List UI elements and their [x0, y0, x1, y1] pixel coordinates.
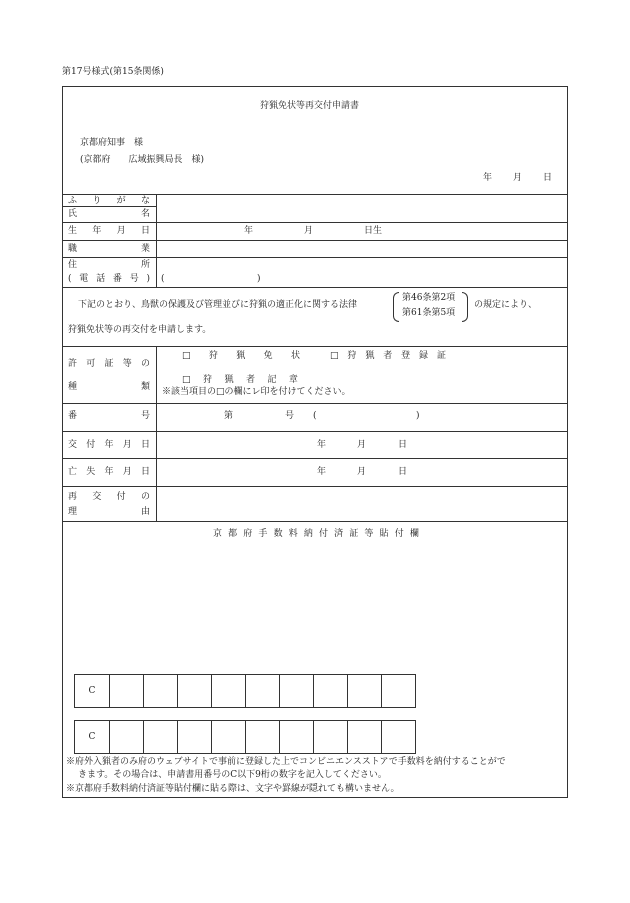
phone-paren-close: ) — [257, 274, 261, 284]
birthdate-day: 日生 — [364, 226, 383, 236]
note-line-3: ※京都府手数料納付済証等貼付欄に貼る際は、文字や罫線が隠れても構いません。 — [66, 784, 400, 794]
code-prefix-cell: C — [88, 732, 96, 742]
issue-day: 日 — [398, 440, 408, 450]
code-cell[interactable] — [143, 721, 177, 753]
code-cell[interactable] — [245, 721, 279, 753]
rule — [62, 257, 568, 258]
code-cell[interactable] — [177, 721, 211, 753]
code-cells-row-1 — [74, 674, 416, 708]
column-divider — [156, 194, 157, 287]
birthdate-month: 月 — [304, 226, 314, 236]
label-occupation: 職 業 — [68, 244, 150, 254]
statement-text: 下記のとおり、鳥獣の保護及び管理並びに狩猟の適正化に関する法律 — [78, 300, 358, 310]
code-cell[interactable] — [177, 675, 211, 707]
birthdate-year: 年 — [244, 226, 254, 236]
date-year-label: 年 — [483, 173, 493, 183]
code-cell[interactable] — [279, 721, 313, 753]
label-reason-2: 理 由 — [68, 507, 150, 517]
date-month-label: 月 — [513, 173, 523, 183]
code-cell[interactable] — [143, 675, 177, 707]
label-name: 氏 名 — [68, 209, 150, 219]
permit-note: ※該当項目の□の欄にレ印を付けてください。 — [162, 387, 351, 397]
addressee-bureau: (京都府 広域振興局長 様) — [80, 155, 205, 165]
rule — [62, 346, 568, 347]
left-brace — [393, 292, 399, 322]
code-cells-row-2 — [74, 720, 416, 754]
code-cell[interactable] — [245, 675, 279, 707]
statement-suffix: の規定により、 — [474, 300, 538, 310]
rule — [62, 194, 568, 195]
rule — [62, 431, 568, 432]
label-phone: ( 電 話 番 号 ) — [68, 274, 150, 284]
option-hunter-registration[interactable]: □ 狩 猟 者 登 録 証 — [330, 351, 446, 361]
number-paren-open: ( — [313, 411, 317, 421]
rule — [62, 240, 568, 241]
rule — [62, 521, 568, 522]
issue-month: 月 — [357, 440, 367, 450]
code-cell[interactable] — [381, 675, 415, 707]
addressee-governor: 京都府知事 様 — [80, 138, 144, 148]
code-cell[interactable] — [109, 721, 143, 753]
code-prefix-cell: C — [88, 686, 96, 696]
rule — [62, 458, 568, 459]
code-cell[interactable] — [381, 721, 415, 753]
code-cell[interactable] — [313, 675, 347, 707]
article-1: 第46条第2項 — [402, 293, 456, 303]
code-cell[interactable] — [347, 721, 381, 753]
label-address: 住 所 — [68, 260, 150, 270]
code-cell[interactable] — [347, 675, 381, 707]
rule — [62, 222, 568, 223]
form-title: 狩猟免状等再交付申請書 — [260, 101, 360, 111]
label-reason: 再 交 付 の — [68, 492, 150, 502]
column-divider — [156, 346, 157, 521]
statement-line2: 狩猟免状等の再交付を申請します。 — [68, 325, 212, 335]
code-cell[interactable] — [279, 675, 313, 707]
label-loss-date: 亡 失 年 月 日 — [68, 467, 150, 477]
rule — [62, 206, 156, 207]
form-number: 第17号様式(第15条関係) — [62, 67, 164, 77]
fee-section-title: 京 都 府 手 数 料 納 付 済 証 等 貼 付 欄 — [213, 529, 419, 539]
option-hunter-badge[interactable]: □ 狩 猟 者 記 章 — [182, 375, 298, 385]
note-line-1: ※府外入猟者のみ府のウェブサイトで事前に登録した上でコンビニエンスストアで手数料を納付することがで — [66, 757, 506, 767]
number-paren-close: ) — [416, 411, 420, 421]
note-line-2: きます。その場合は、申請書用番号のC以下9桁の数字を記入してください。 — [78, 770, 387, 780]
option-hunting-license[interactable]: □ 狩 猟 免 状 — [182, 351, 300, 361]
phone-paren-open: ( — [161, 274, 165, 284]
loss-month: 月 — [357, 467, 367, 477]
number-go: 号 — [285, 411, 295, 421]
rule — [62, 403, 568, 404]
date-day-label: 日 — [543, 173, 553, 183]
article-2: 第61条第5項 — [402, 308, 456, 318]
label-issue-date: 交 付 年 月 日 — [68, 440, 150, 450]
loss-year: 年 — [317, 467, 327, 477]
loss-day: 日 — [398, 467, 408, 477]
code-cell[interactable] — [211, 675, 245, 707]
label-birthdate: 生 年 月 日 — [68, 226, 150, 236]
label-permit-type-2: 種 類 — [68, 382, 150, 392]
code-cell[interactable] — [313, 721, 347, 753]
issue-year: 年 — [317, 440, 327, 450]
rule — [62, 287, 568, 288]
label-permit-type: 許 可 証 等 の — [68, 359, 150, 369]
label-number: 番 号 — [68, 411, 150, 421]
right-brace — [462, 292, 468, 322]
code-cell[interactable] — [211, 721, 245, 753]
code-cell[interactable] — [109, 675, 143, 707]
label-furigana: ふ り が な — [68, 196, 150, 206]
number-dai: 第 — [224, 411, 234, 421]
rule — [62, 486, 568, 487]
